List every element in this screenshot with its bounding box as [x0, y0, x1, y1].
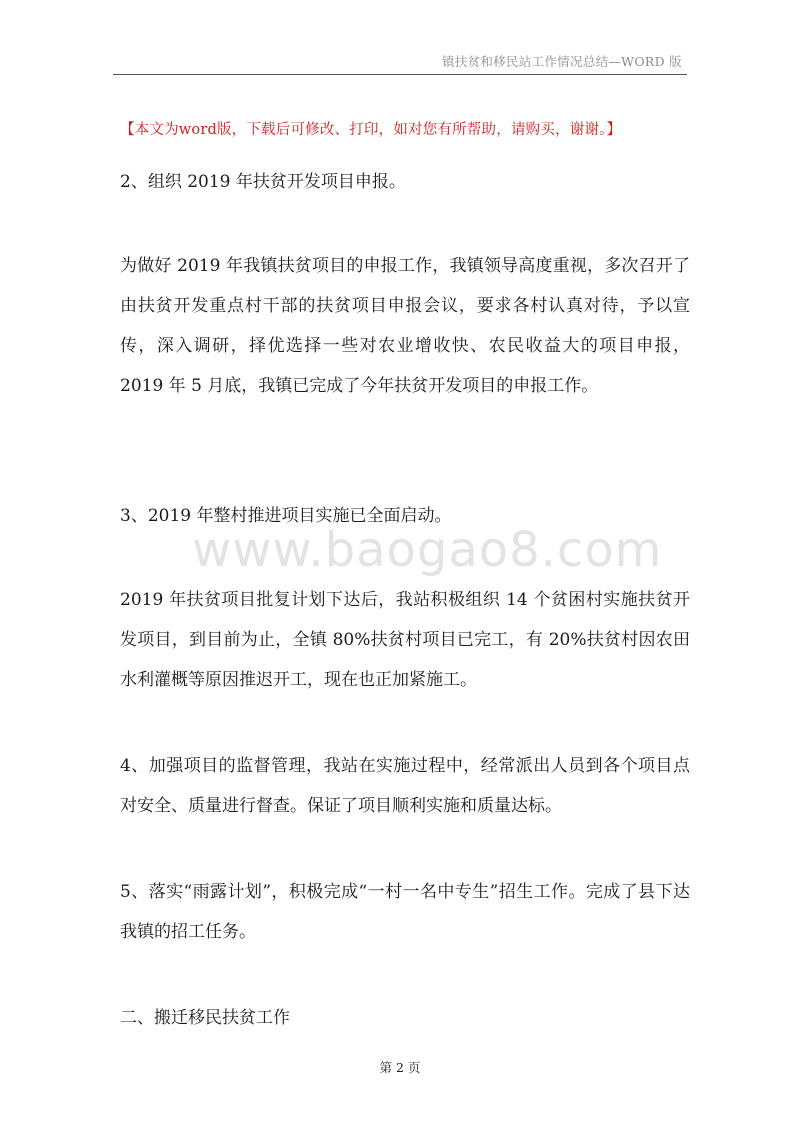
- site-watermark: www.baogao8.com: [192, 522, 663, 578]
- paragraph-item-2-heading: 2、组织 2019 年扶贫开发项目申报。: [120, 172, 406, 192]
- purchase-notice: 【本文为word版，下载后可修改、打印，如对您有所帮助，请购买，谢谢。】: [120, 122, 622, 138]
- header-divider: [113, 74, 687, 75]
- page-number: 第 2 页: [379, 1060, 421, 1075]
- document-header-title: 镇扶贫和移民站工作情况总结—WORD 版: [441, 54, 682, 69]
- paragraph-item-4: 4、加强项目的监督管理，我站在实施过程中，经常派出人员到各个项目点对安全、质量进行督查。保证了项目顺利实施和质量达标。: [120, 756, 690, 816]
- paragraph-item-3-body: 2019 年扶贫项目批复计划下达后，我站积极组织 14 个贫困村实施扶贫开发项目，到目前为止，全镇 80%扶贫村项目已完工，有 20%扶贫村因农田水利灌概等原因推迟开工，现在也正加紧施工。: [120, 590, 690, 690]
- paragraph-item-2-body: 为做好 2019 年我镇扶贫项目的申报工作，我镇领导高度重视，多次召开了由扶贫开发重点村干部的扶贫项目申报会议，要求各村认真对待，予以宣传，深入调研，择优选择一些对农业增收快、农民收益大的项目申报，2019 年 5 月底，我镇已完成了今年扶贫开发项目的申报工作。: [120, 256, 690, 396]
- paragraph-item-3-heading: 3、2019 年整村推进项目实施已全面启动。: [120, 506, 452, 526]
- section-heading-relocation: 二、搬迁移民扶贫工作: [120, 1008, 290, 1028]
- paragraph-item-5: 5、落实“雨露计划”，积极完成“一村一名中专生”招生工作。完成了县下达我镇的招工任务。: [120, 882, 690, 942]
